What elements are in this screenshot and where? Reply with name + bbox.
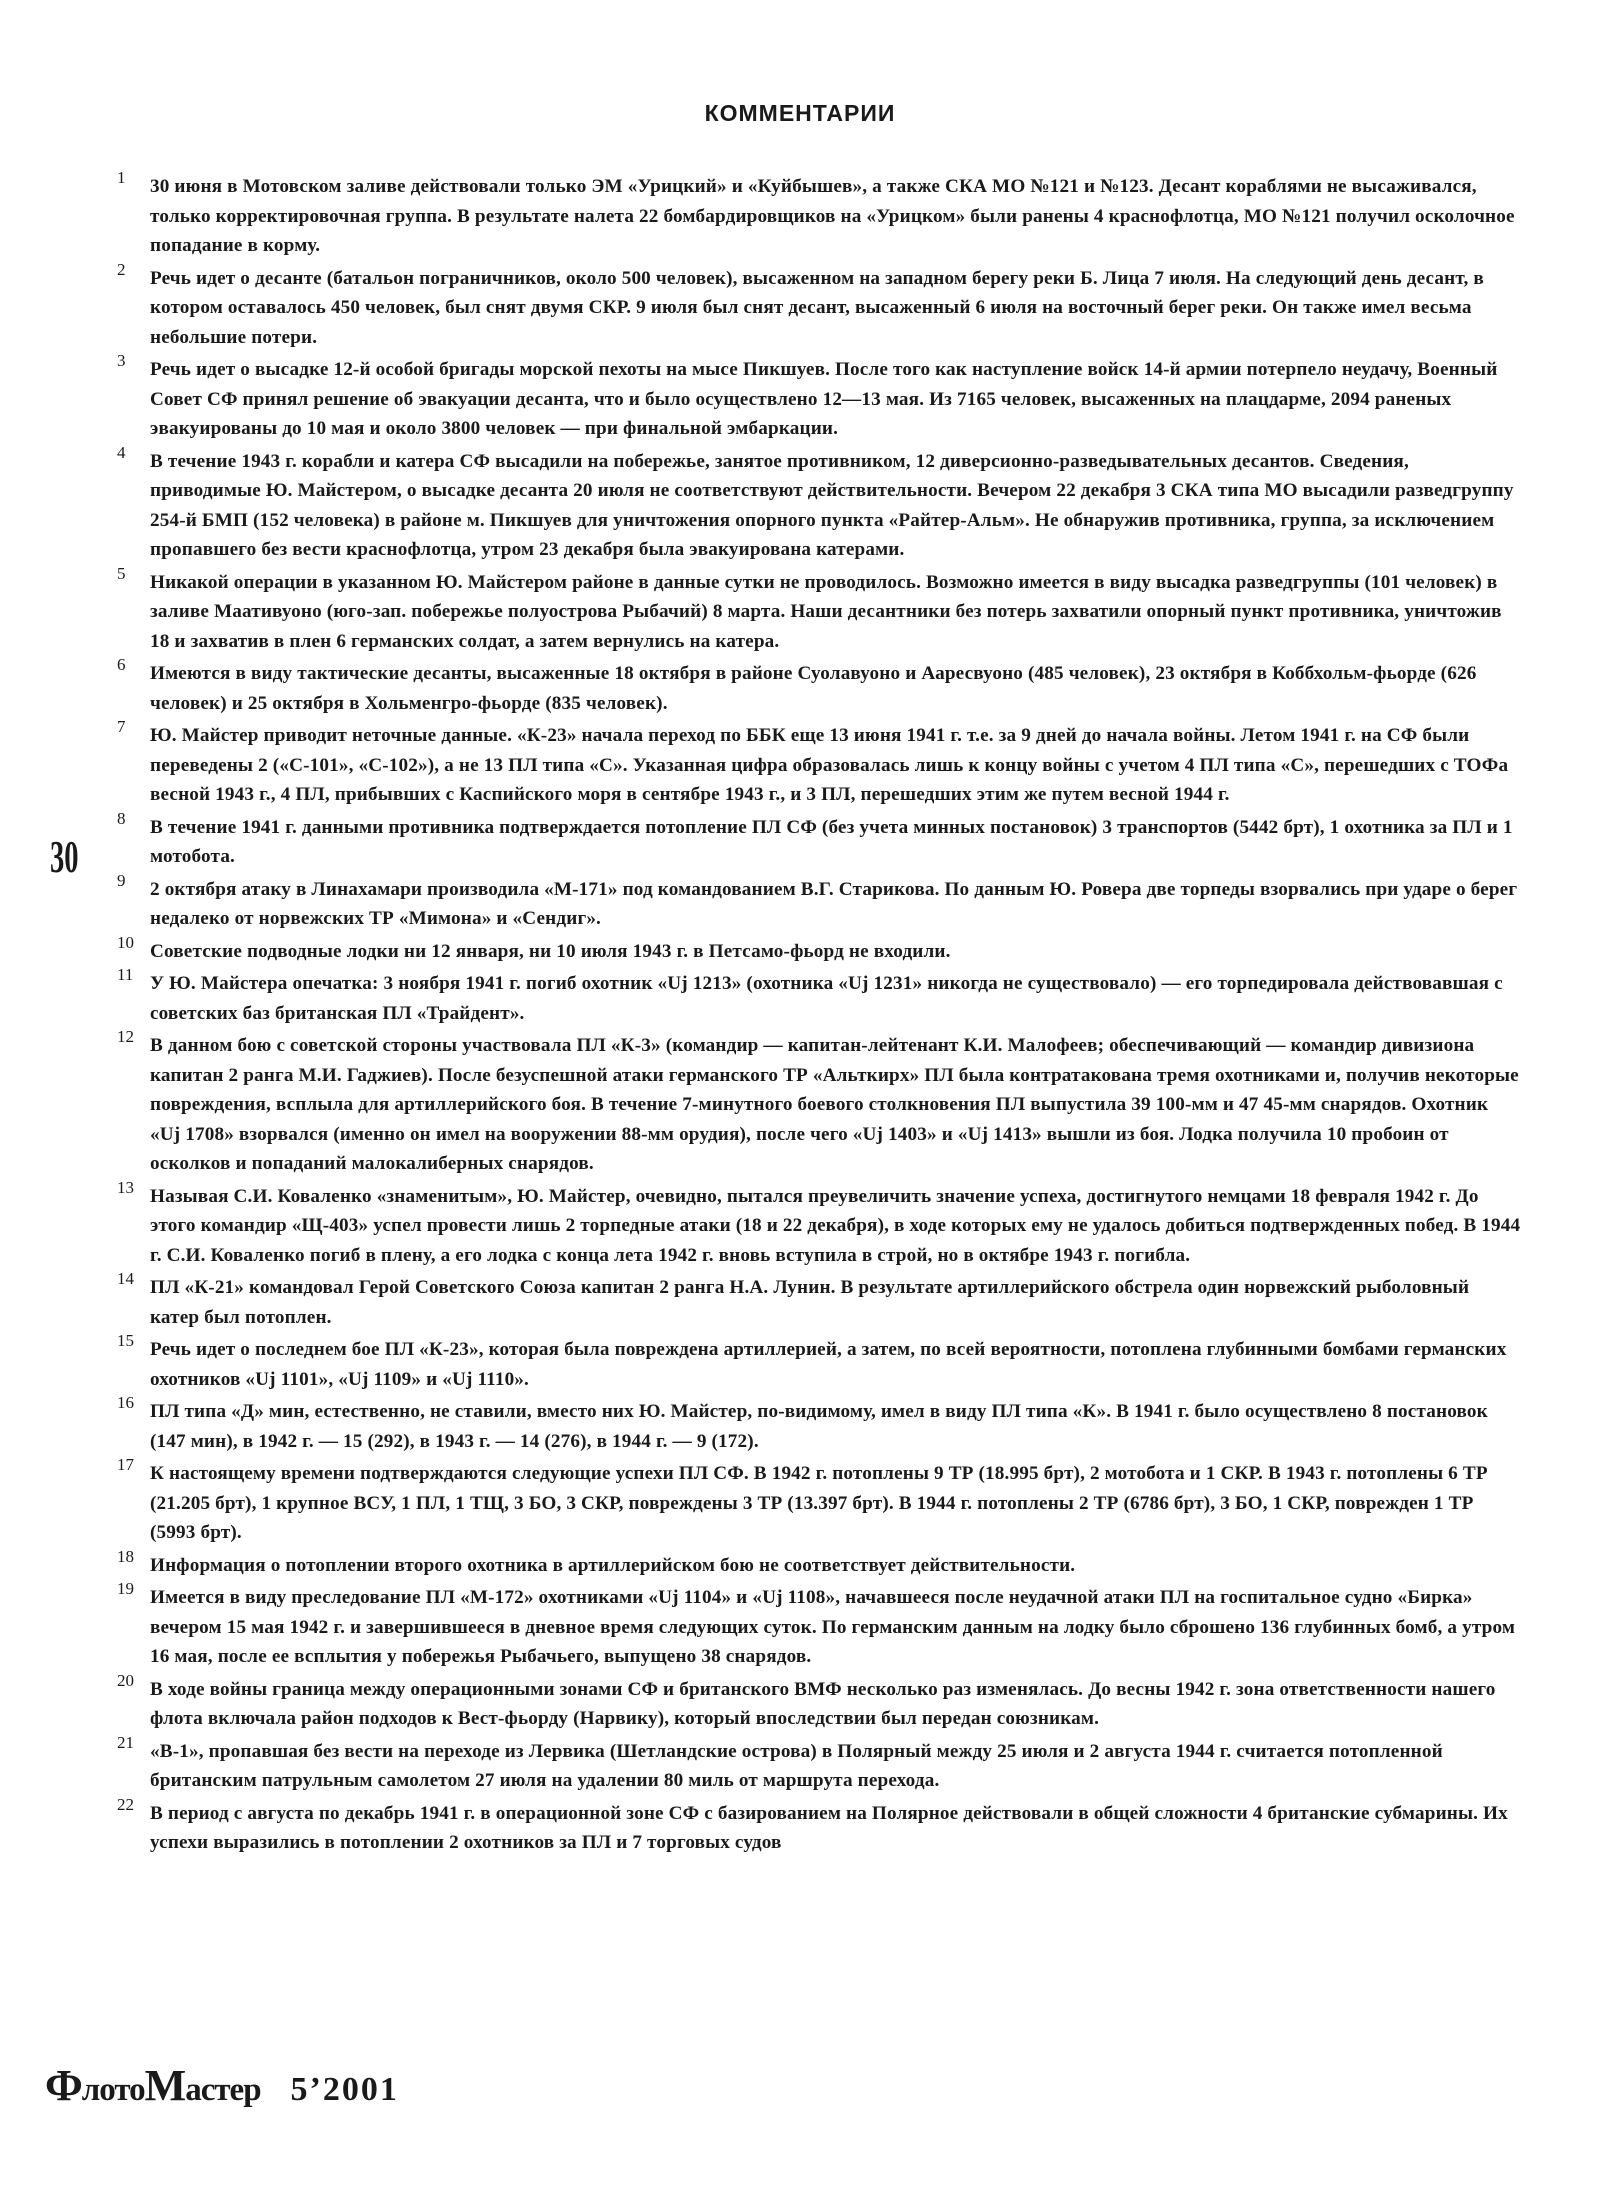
magazine-logo: [45, 2061, 261, 2110]
footnote-text: Информация о потоплении второго охотника в артиллерийском бою не соответствует действительности.: [150, 1554, 1076, 1576]
footnote-text: Имеется в виду преследование ПЛ «М-172» охотниками «Uj 1104» и «Uj 1108», начавшееся после неудачной атаки ПЛ на госпитальное судно «Бирка» вечером 15 мая 1942 г. и завершившееся в дневное время следующих суток. По германским данным на лодку было сброшено 136 глубинных бомб, а утром 16 мая, после ее всплытия у побережья Рыбачьего, выпущено 38 снарядов.: [150, 1587, 1516, 1667]
footnote-item: [117, 563, 1522, 657]
footnote-item: [117, 1331, 1522, 1394]
logo-aster: астер: [185, 2072, 261, 2108]
logo-loto: лото: [81, 2072, 145, 2108]
footnote-item: [117, 351, 1522, 444]
logo-f: Ф: [45, 2061, 82, 2110]
footnote-number: 15: [117, 1331, 134, 1350]
footnote-text: «В-1», пропавшая без вести на переходе из Лервика (Шетландские острова) в Полярный между 25 июля и 2 августа 1944 г. считается потопленной британским патрульным самолетом 27 июля на удалении 80 миль от маршрута перехода.: [150, 1740, 1443, 1791]
footnote-item: [117, 1393, 1522, 1456]
footnote-item: [117, 965, 1522, 1028]
footnote-item: [117, 1794, 1522, 1858]
footnote-number: 8: [117, 808, 126, 828]
footnote-number: 14: [117, 1269, 134, 1288]
footnote-number: 6: [117, 655, 126, 674]
footnote-number: 7: [117, 717, 126, 736]
footnote-number: 1: [117, 168, 126, 187]
footnote-text: ПЛ типа «Д» мин, естественно, не ставили, вместо них Ю. Майстер, по-видимому, имел в виду ПЛ типа «К». В 1941 г. было осуществлено 8 постановок (147 мин), в 1942 г. — 15 (292), в 1943 г. — 14 (276), в 1944 г. — 9 (172).: [150, 1401, 1488, 1452]
footnote-number: 16: [117, 1393, 134, 1412]
footnote-text: Никакой операции в указанном Ю. Майстером районе в данные сутки не проводилось. Возможно имеется в виду высадка разведгруппы (101 человек) в заливе Маативуоно (юго-зап. побережье полуострова Рыбачий) 8 марта. Наши десантники без потерь захватили опорный пункт противника, уничтожив 18 и захватив в плен 6 германских солдат, а затем вернулись на катера.: [150, 571, 1502, 652]
footnote-number: 4: [117, 442, 126, 462]
footnote-text: Советские подводные лодки ни 12 января, ни 10 июля 1943 г. в Петсамо-фьорд не входили.: [150, 940, 951, 962]
footnote-number: 10: [117, 932, 134, 952]
footnote-item: [117, 870, 1522, 934]
footnote-number: 3: [117, 351, 126, 370]
footnote-number: 22: [117, 1794, 134, 1814]
footnote-number: 19: [117, 1579, 134, 1598]
footnote-item: [117, 168, 1522, 261]
footnote-text: Речь идет о десанте (батальон пограничников, около 500 человек), высаженном на западном берегу реки Б. Лица 7 июля. На следующий день десант, в котором оставалось 450 человек, был снят двумя СКР. 9 июля был снят десант, высаженный 6 июля на восточный берег реки. Он также имел весьма небольшие потери.: [150, 267, 1484, 348]
footnote-text: В данном бою с советской стороны участвовала ПЛ «К-3» (командир — капитан-лейтенант К.И. Малофеев; обеспечивающий — командир дивизиона капитан 2 ранга М.И. Гаджиев). После безуспешной атаки германского ТР «Альткирх» ПЛ была контратакована тремя охотниками и, получив некоторые повреждения, всплыла для артиллерийского боя. В течение 7-минутного боевого столкновения ПЛ выпустила 39 100-мм и 47 45-мм снарядов. Охотник «Uj 1708» взорвался (именно он имел на вооружении 88-мм орудия), после чего «Uj 1403» и «Uj 1413» вышли из боя. Лодка получила 10 пробоин от осколков и попаданий малокалиберных снарядов.: [150, 1035, 1519, 1174]
footnote-number: 21: [117, 1732, 134, 1752]
footnote-item: [117, 442, 1522, 565]
footnote-item: [117, 1546, 1522, 1581]
footnote-text: ПЛ «К-21» командовал Герой Советского Союза капитан 2 ранга Н.А. Лунин. В результате артиллерийского обстрела один норвежский рыболовный катер был потоплен.: [150, 1277, 1470, 1328]
footnote-number: 17: [117, 1455, 134, 1474]
issue-number: 5’2001: [290, 2071, 399, 2108]
footnote-item: [117, 808, 1522, 872]
footnote-number: 9: [117, 870, 126, 890]
page-number: 30: [50, 831, 79, 882]
notes-list: [117, 168, 1522, 1861]
footnote-text: 30 июня в Мотовском заливе действовали только ЭМ «Урицкий» и «Куйбышев», а также СКА МО №121 и №123. Десант кораблями не высаживался, только корректировочная группа. В результате налета 22 бомбардировщиков на «Урицком» были ранены 4 краснофлотца, МО №121 получил осколочное попадание в корму.: [150, 176, 1515, 256]
footnote-number: 20: [117, 1670, 134, 1690]
page-title: КОММЕНТАРИИ: [704, 100, 896, 126]
footnote-item: [117, 1732, 1522, 1796]
footnote-text: 2 октября атаку в Линахамари производила «М-171» под командованием В.Г. Старикова. По данным Ю. Ровера две торпеды взорвались при ударе о берег недалеко от норвежских ТР «Мимона» и «Сендиг».: [150, 878, 1518, 929]
footnote-text: Имеются в виду тактические десанты, высаженные 18 октября в районе Суолавуоно и Ааресвуоно (485 человек), 23 октября в Коббхольм-фьорде (626 человек) и 25 октября в Хольменгро-фьорде (835 человек).: [150, 663, 1477, 714]
footnote-text: Речь идет о последнем бое ПЛ «К-23», которая была повреждена артиллерией, а затем, по всей вероятности, потоплена глубинными бомбами германских охотников «Uj 1101», «Uj 1109» и «Uj 1110».: [150, 1339, 1507, 1390]
footnote-item: [117, 717, 1522, 810]
footnote-text: Речь идет о высадке 12-й особой бригады морской пехоты на мысе Пикшуев. После того как наступление войск 14-й армии потерпело неудачу, Военный Совет СФ принял решение об эвакуации десанта, что и было осуществлено 12—13 мая. Из 7165 человек, высаженных на плацдарме, 2094 раненых эвакуированы до 10 мая и около 3800 человек — при финальной эмбаркации.: [150, 359, 1498, 439]
footnote-text: Ю. Майстер приводит неточные данные. «К-23» начала переход по ББК еще 13 июня 1941 г. т.е. за 9 дней до начала войны. Летом 1941 г. на СФ были переведены 2 («С-101», «С-102»), а не 13 ПЛ типа «С». Указанная цифра образовалась лишь к концу войны с учетом 4 ПЛ типа «С», перешедших с ТОФа весной 1943 г., 4 ПЛ, прибывших с Каспийского моря в сентябре 1943 г., и 3 ПЛ, перешедших этим же путем весной 1944 г.: [150, 725, 1509, 805]
footnote-text: В течение 1941 г. данными противника подтверждается потопление ПЛ СФ (без учета минных постановок) 3 транспортов (5442 брт), 1 охотника за ПЛ и 1 мотобота.: [150, 816, 1513, 867]
footnote-number: 5: [117, 563, 126, 583]
footnote-number: 2: [117, 259, 126, 279]
footer: [45, 2060, 399, 2111]
footnote-item: [117, 932, 1522, 967]
footnote-item: [117, 1027, 1522, 1179]
footnote-item: [117, 1177, 1522, 1271]
footnote-item: [117, 1579, 1522, 1672]
footnote-text: Называя С.И. Коваленко «знаменитым», Ю. Майстер, очевидно, пытался преувеличить значение успеха, достигнутого немцами 18 февраля 1942 г. До этого командир «Щ-403» успел провести лишь 2 торпедные атаки (18 и 22 декабря), в ходе которых ему не удалось добиться подтвержденных побед. В 1944 г. С.И. Коваленко погиб в плену, а его лодка с конца лета 1942 г. вновь вступила в строй, но в октябре 1943 г. погибла.: [150, 1185, 1521, 1266]
footnote-number: 11: [117, 965, 134, 984]
logo-m: М: [144, 2061, 186, 2110]
footnote-text: К настоящему времени подтверждаются следующие успехи ПЛ СФ. В 1942 г. потоплены 9 ТР (18.995 брт), 2 мотобота и 1 СКР. В 1943 г. потоплены 6 ТР (21.205 брт), 1 крупное ВСУ, 1 ПЛ, 1 ТЩ, 3 БО, 3 СКР, повреждены 3 ТР (13.397 брт). В 1944 г. потоплены 2 ТР (6786 брт), 3 БО, 1 СКР, поврежден 1 ТР (5993 брт).: [150, 1463, 1488, 1543]
footnote-text: В течение 1943 г. корабли и катера СФ высадили на побережье, занятое противником, 12 диверсионно-разведывательных десантов. Сведения, приводимые Ю. Майстером, о высадке десанта 20 июля не соответствуют действительности. Вечером 22 декабря 3 СКА типа МО высадили разведгруппу 254-й БМП (152 человека) в районе м. Пикшуев для уничтожения опорного пункта «Райтер-Альм». Не обнаружив противника, группа, за исключением пропавшего без вести краснофлотца, утром 23 декабря была эвакуирована катерами.: [150, 450, 1514, 560]
footnote-number: 18: [117, 1546, 134, 1566]
footnote-text: В ходе войны граница между операционными зонами СФ и британского ВМФ несколько раз изменялась. До весны 1942 г. зона ответственности нашего флота включала район подходов к Вест-фьорду (Нарвику), который впоследствии был передан союзникам.: [150, 1678, 1496, 1729]
footnote-number: 13: [117, 1177, 134, 1197]
footnote-text: В период с августа по декабрь 1941 г. в операционной зоне СФ с базированием на Полярное действовали в общей сложности 4 британские субмарины. Их успехи выразились в потоплении 2 охотников за ПЛ и 7 торговых судов: [150, 1802, 1508, 1853]
footnote-item: [117, 1269, 1522, 1332]
footnote-number: 12: [117, 1027, 134, 1046]
footnote-text: У Ю. Майстера опечатка: 3 ноября 1941 г. погиб охотник «Uj 1213» (охотника «Uj 1231» никогда не существовало) — его торпедировала действовавшая с советских баз британская ПЛ «Трайдент».: [150, 973, 1503, 1024]
footnote-item: [117, 259, 1522, 353]
footnote-item: [117, 1455, 1522, 1548]
footnote-item: [117, 655, 1522, 718]
footnote-item: [117, 1670, 1522, 1734]
